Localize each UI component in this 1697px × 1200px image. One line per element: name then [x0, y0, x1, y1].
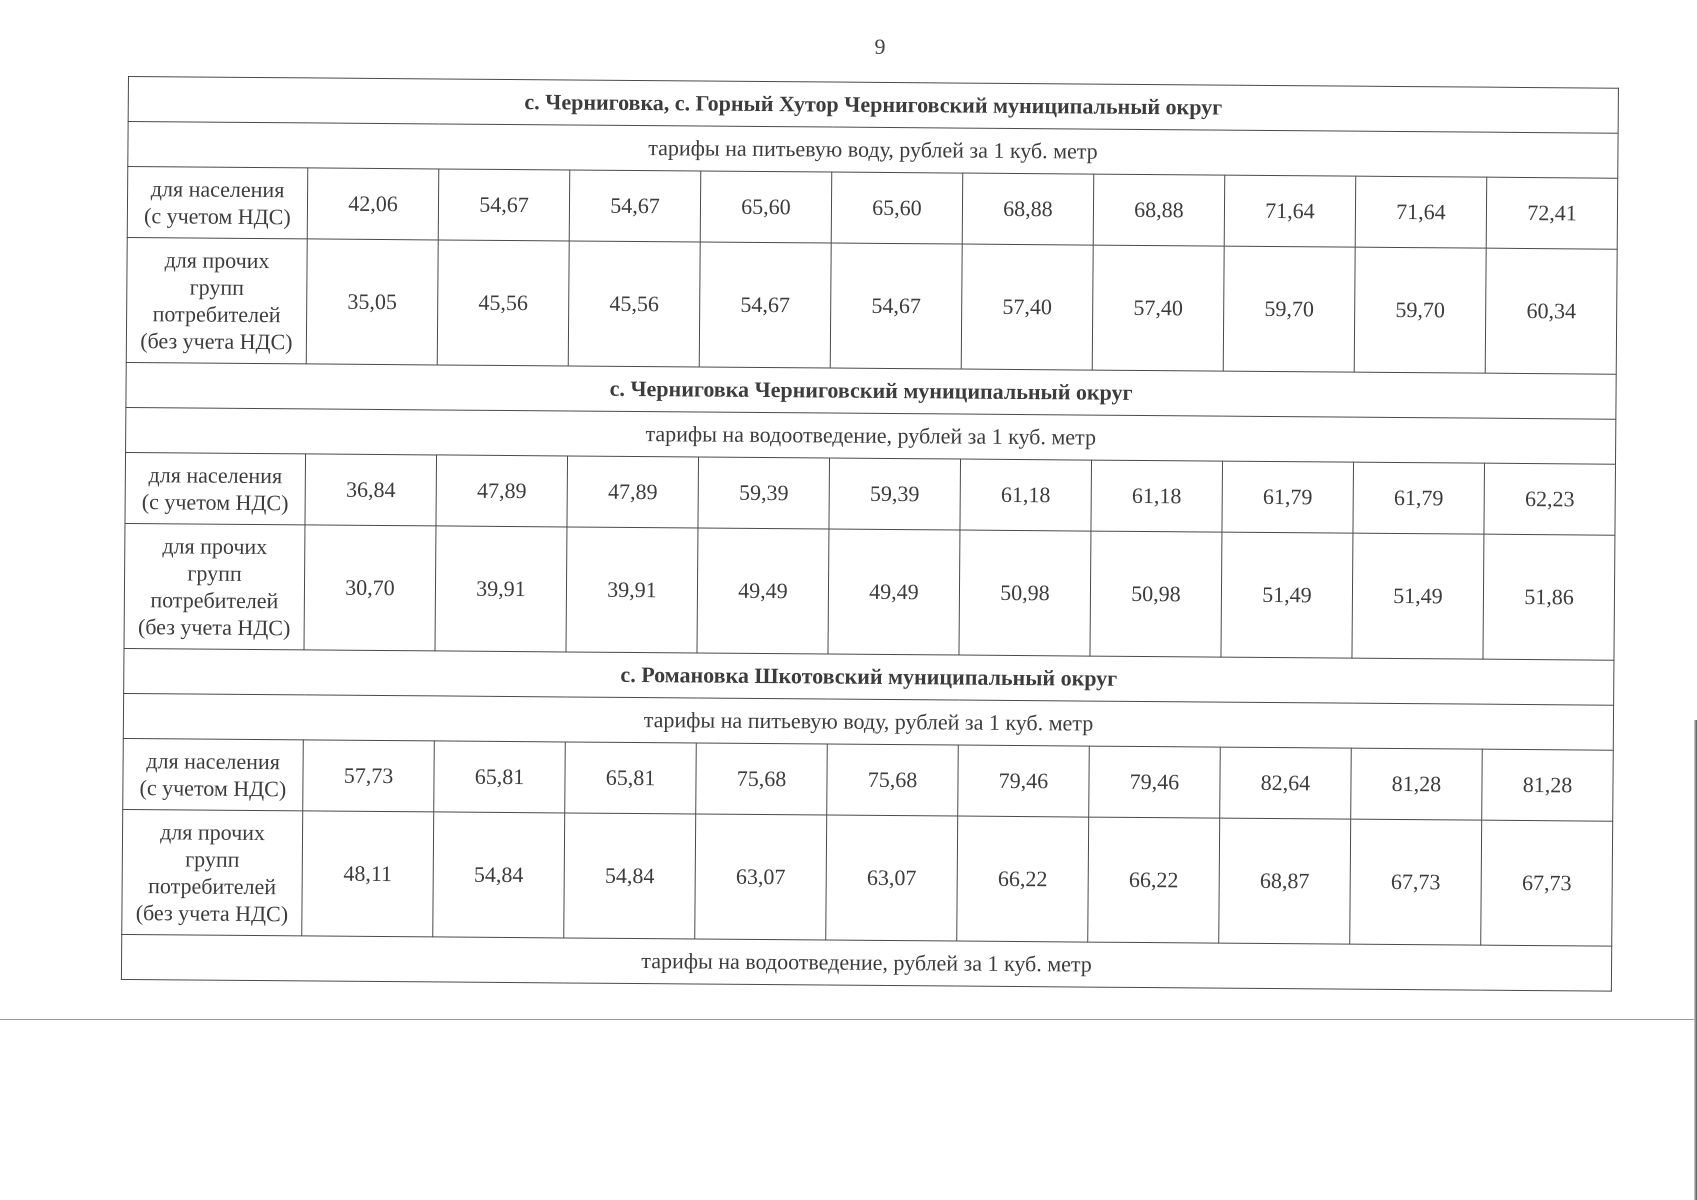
tariff-value-cell: 66,22: [957, 816, 1089, 942]
tariff-value-cell: 67,73: [1350, 819, 1482, 945]
tariff-value-cell: 68,87: [1219, 818, 1351, 944]
tariff-value-cell: 75,68: [696, 743, 828, 815]
tariff-type-title: тарифы на водоотведение, рублей за 1 куб. метр: [121, 934, 1611, 991]
tariff-value-cell: 63,07: [826, 815, 958, 941]
tariff-value-cell: 54,67: [569, 170, 701, 242]
tariff-value-cell: 54,67: [830, 243, 962, 369]
tariff-value-cell: 54,67: [438, 169, 570, 241]
tariff-value-cell: 42,06: [307, 168, 439, 240]
tariff-value-cell: 49,49: [697, 528, 829, 654]
tariff-value-cell: 72,41: [1486, 177, 1618, 249]
tariff-value-cell: 68,88: [1093, 174, 1225, 246]
row-label-line: (с учетом НДС): [141, 489, 289, 516]
tariff-type-title: тарифы на питьевую воду, рублей за 1 куб. метр: [128, 122, 1618, 179]
tariff-value-cell: 54,67: [699, 242, 831, 368]
tariff-value-cell: 39,91: [566, 527, 698, 653]
row-label: [125, 452, 306, 524]
row-label-line: для населения: [146, 748, 280, 775]
tariff-table-container: [121, 76, 1618, 992]
tariff-value-cell: 62,23: [1484, 463, 1616, 535]
tariff-value-cell: 59,39: [829, 458, 961, 530]
region-title: с. Черниговка Черниговский муниципальный округ: [126, 362, 1616, 419]
tariff-value-cell: 68,88: [962, 173, 1094, 245]
tariff-type-title: тарифы на питьевую воду, рублей за 1 куб. метр: [123, 693, 1613, 750]
row-label: [127, 167, 308, 239]
other-consumers-tariff-row: [126, 237, 1617, 374]
tariff-value-cell: 63,07: [695, 814, 827, 940]
tariff-value-cell: 47,89: [436, 455, 568, 527]
row-label-line: (без учета НДС): [137, 614, 291, 641]
tariff-value-cell: 60,34: [1485, 248, 1617, 374]
tariff-value-cell: 57,73: [303, 740, 435, 812]
tariff-value-cell: 71,64: [1355, 176, 1487, 248]
tariff-value-cell: 30,70: [304, 525, 436, 651]
tariff-value-cell: 45,56: [437, 240, 569, 366]
tariff-value-cell: 45,56: [568, 241, 700, 367]
tariff-value-cell: 39,91: [435, 526, 567, 652]
tariff-value-cell: 51,86: [1483, 534, 1615, 660]
tariff-value-cell: 79,46: [1089, 746, 1221, 818]
row-label: [126, 237, 307, 363]
region-title: с. Романовка Шкотовский муниципальный округ: [124, 648, 1614, 705]
tariff-value-cell: 65,60: [831, 172, 963, 244]
row-label-line: для прочих: [162, 533, 268, 560]
tariff-value-cell: 54,84: [433, 812, 565, 938]
tariff-value-cell: 66,22: [1088, 817, 1220, 943]
row-label-line: потребителей: [150, 587, 279, 614]
tariff-value-cell: 51,49: [1352, 533, 1484, 659]
tariff-value-cell: 36,84: [305, 454, 437, 526]
tariff-value-cell: 67,73: [1481, 820, 1613, 946]
tariff-value-cell: 71,64: [1224, 175, 1356, 247]
row-label-line: для населения: [148, 462, 283, 489]
row-label-line: групп: [187, 560, 242, 586]
tariff-value-cell: 81,28: [1351, 748, 1483, 820]
tariff-value-cell: 35,05: [306, 239, 438, 365]
tariff-type-title: тарифы на водоотведение, рублей за 1 куб. метр: [126, 407, 1616, 464]
tariff-value-cell: 59,39: [698, 457, 830, 529]
tariff-value-cell: 61,18: [960, 459, 1092, 531]
row-label: [122, 809, 303, 935]
tariff-value-cell: 65,81: [434, 741, 566, 813]
row-label: [123, 738, 304, 810]
tariff-value-cell: 79,46: [958, 745, 1090, 817]
tariff-value-cell: 65,81: [565, 742, 697, 814]
tariff-value-cell: 57,40: [1092, 245, 1224, 371]
tariff-value-cell: 50,98: [959, 530, 1091, 656]
other-consumers-tariff-row: [122, 809, 1613, 946]
tariff-value-cell: 61,79: [1353, 462, 1485, 534]
tariff-value-cell: 81,28: [1482, 749, 1614, 821]
row-label-line: (без учета НДС): [135, 900, 289, 927]
tariff-value-cell: 75,68: [827, 744, 959, 816]
tariff-value-cell: 82,64: [1220, 747, 1352, 819]
population-tariff-row: [123, 738, 1614, 821]
row-label-line: для прочих: [164, 247, 270, 274]
other-consumers-tariff-row: [124, 523, 1615, 660]
row-label-line: (с учетом НДС): [139, 775, 287, 802]
row-label: [124, 523, 305, 649]
tariff-value-cell: 54,84: [564, 813, 696, 939]
row-label-line: потребителей: [152, 301, 281, 328]
tariff-value-cell: 59,70: [1223, 246, 1355, 372]
tariff-table: [121, 76, 1619, 992]
row-label-line: потребителей: [148, 873, 277, 900]
row-label-line: групп: [185, 846, 240, 872]
tariff-value-cell: 47,89: [567, 456, 699, 528]
tariff-table-body: [121, 77, 1618, 992]
tariff-value-cell: 57,40: [961, 244, 1093, 370]
row-label-line: (без учета НДС): [140, 328, 293, 355]
population-tariff-row: [127, 167, 1618, 250]
tariff-value-cell: 48,11: [302, 811, 434, 937]
page-number: 9: [874, 34, 886, 59]
tariff-value-cell: 65,60: [700, 171, 832, 243]
tariff-value-cell: 49,49: [828, 529, 960, 655]
scan-artifact-line: [0, 1019, 1697, 1020]
tariff-value-cell: 51,49: [1221, 532, 1353, 658]
tariff-value-cell: 61,18: [1091, 460, 1223, 532]
row-label-line: (с учетом НДС): [143, 203, 291, 230]
row-label-line: для населения: [150, 176, 285, 203]
population-tariff-row: [125, 452, 1616, 535]
tariff-value-cell: 59,70: [1354, 247, 1486, 373]
row-label-line: групп: [189, 274, 245, 300]
region-title: с. Черниговка, с. Горный Хутор Черниговский муниципальный округ: [128, 77, 1618, 134]
tariff-value-cell: 61,79: [1222, 461, 1354, 533]
tariff-value-cell: 50,98: [1090, 531, 1222, 657]
row-label-line: для прочих: [160, 819, 266, 846]
